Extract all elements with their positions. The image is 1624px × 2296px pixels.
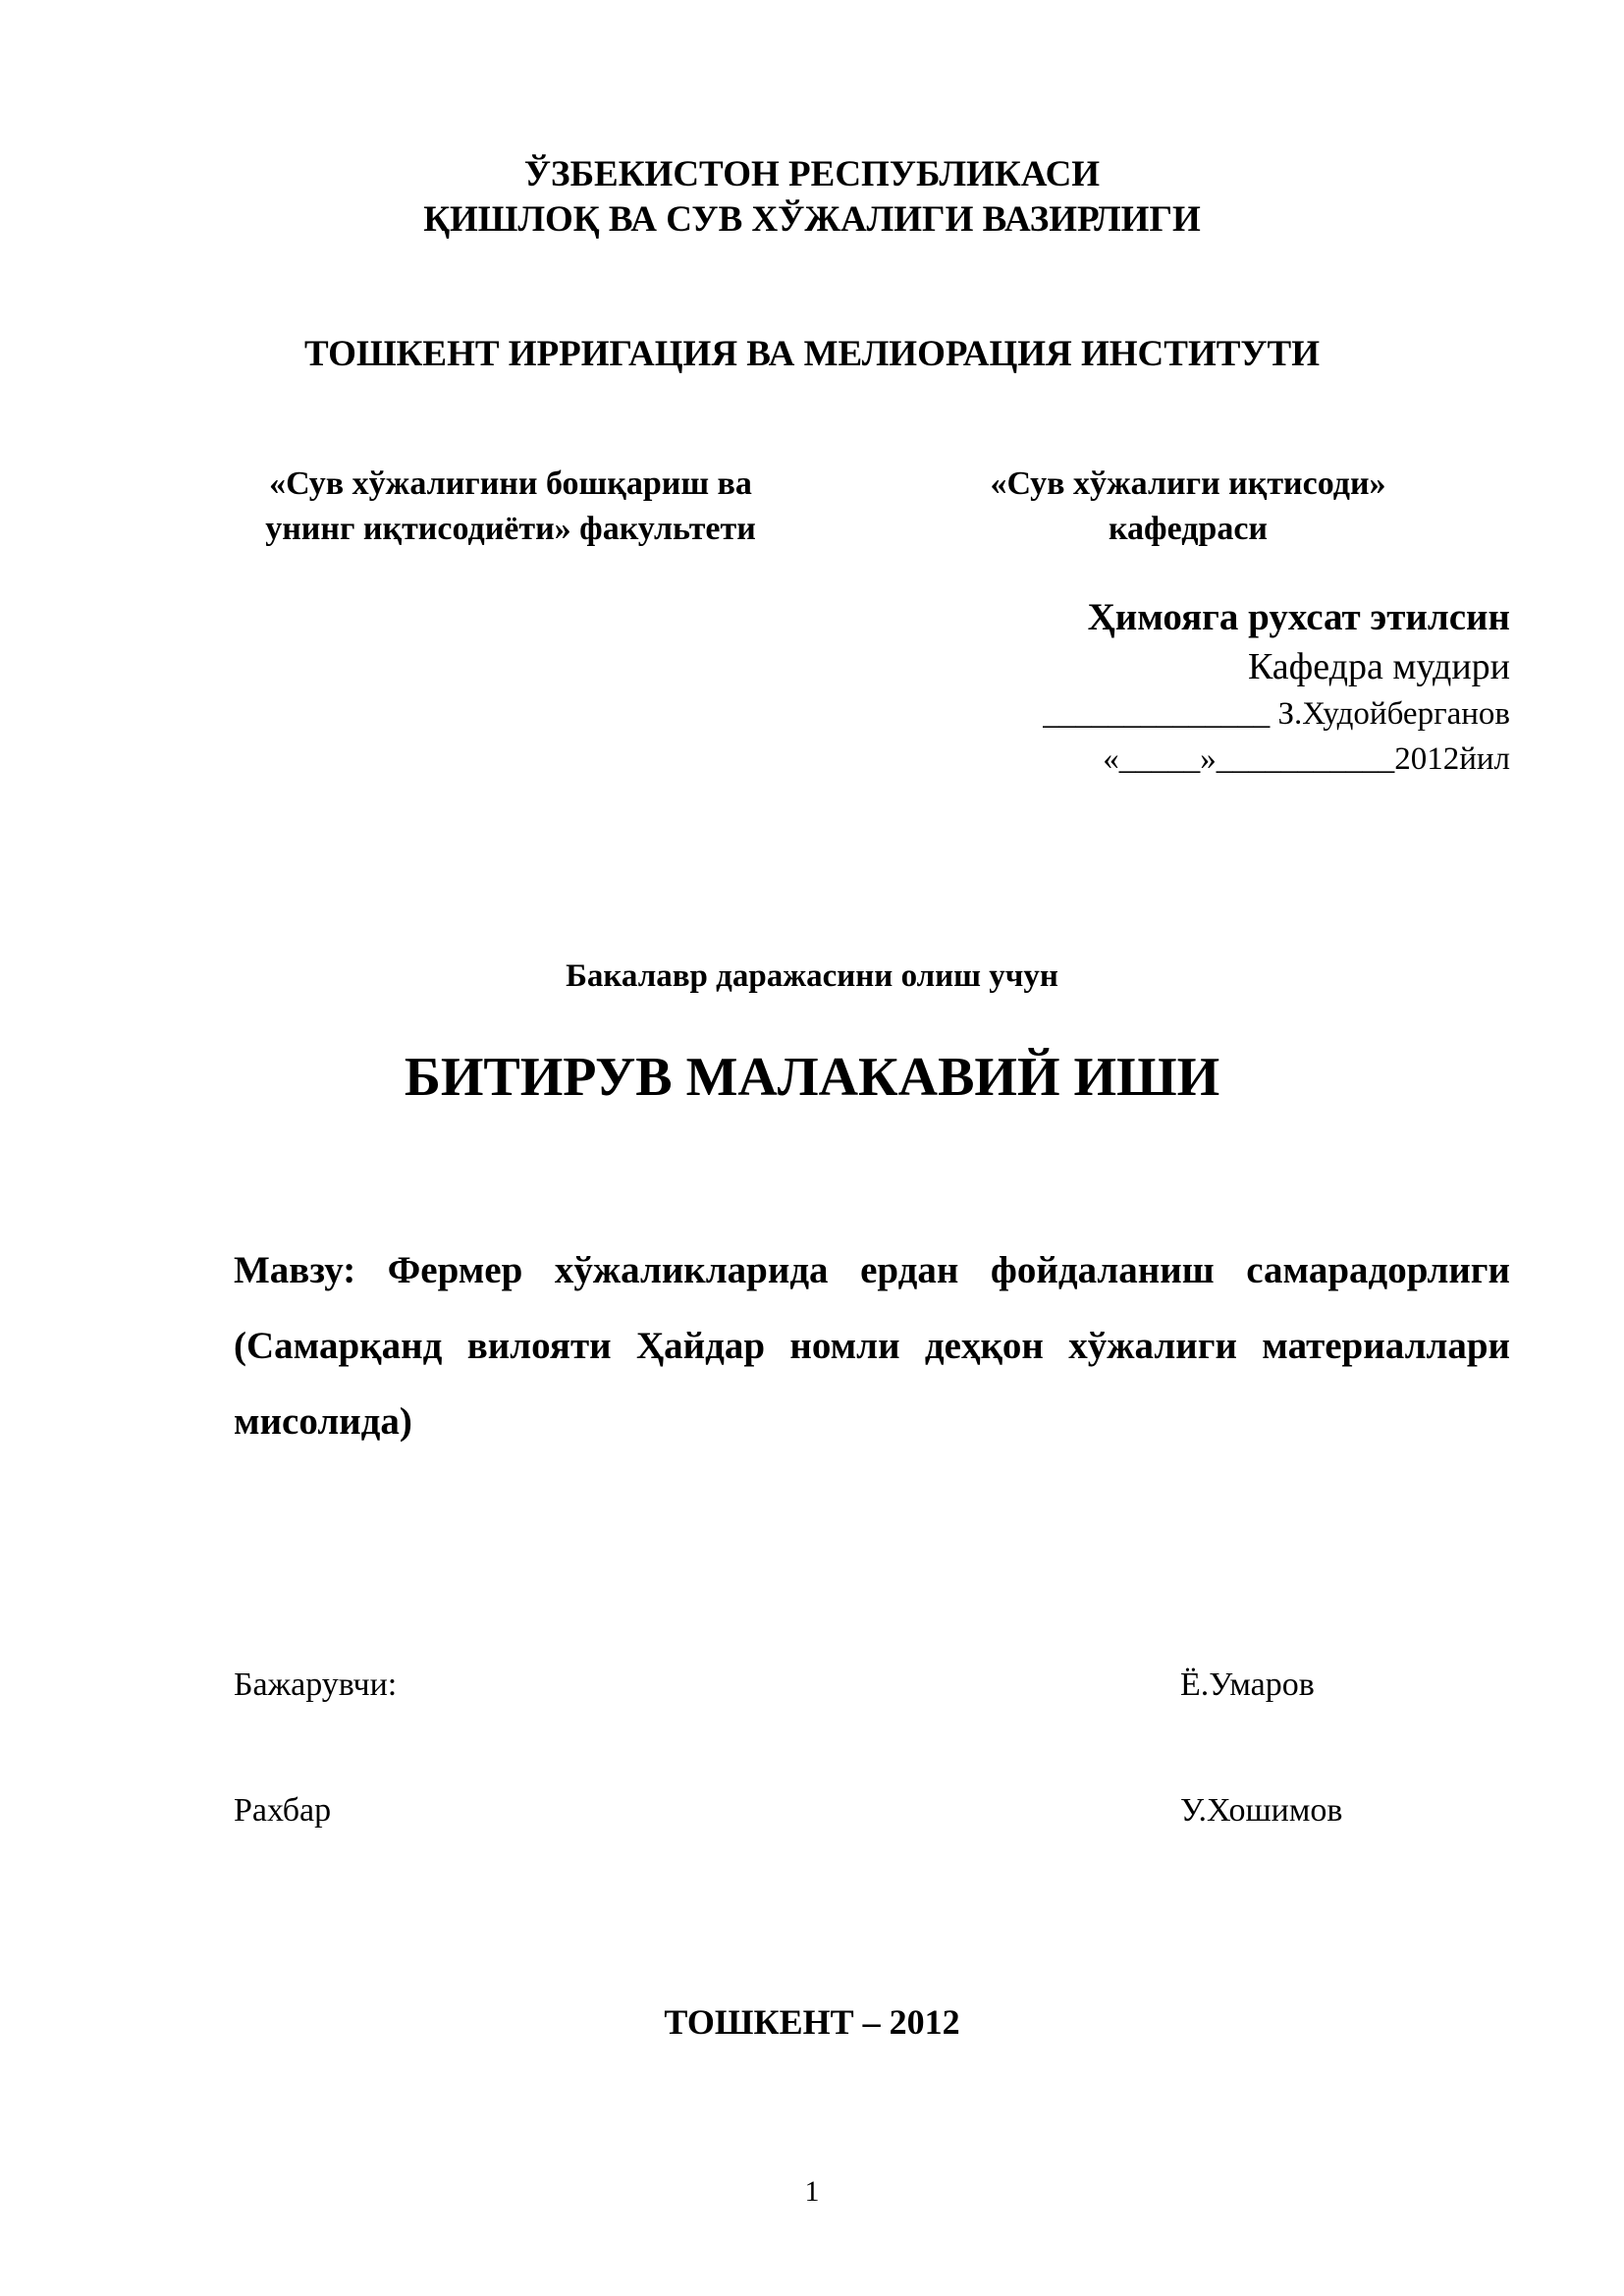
approval-role: Кафедра мудири	[1247, 646, 1510, 687]
topic-label: Мавзу:	[234, 1249, 356, 1291]
page-number: 1	[804, 2175, 820, 2208]
performer-name: Ё.Умаров	[1180, 1667, 1315, 1703]
approval-title: Ҳимояга рухсат этилсин	[1087, 596, 1510, 638]
approval-signature-line: ______________ З.Худойберганов	[1043, 696, 1510, 732]
faculty-line-1: «Сув хўжалигини бошқариш ва	[269, 465, 752, 502]
department-block	[913, 462, 1463, 552]
faculty-line-2: унинг иқтисодиёти» факультети	[265, 511, 756, 547]
department-line-2: кафедраси	[1108, 511, 1269, 547]
supervisor-label: Рахбар	[234, 1792, 332, 1829]
supervisor-name: У.Хошимов	[1180, 1792, 1343, 1829]
faculty-block	[226, 462, 795, 552]
country-name: ЎЗБЕКИСТОН РЕСПУБЛИКАСИ	[523, 154, 1101, 194]
topic-block	[234, 1232, 1510, 1459]
approval-block	[1043, 593, 1510, 782]
performer-label: Бажарувчи:	[234, 1667, 398, 1703]
ministry-header	[0, 152, 1624, 243]
approval-date-line: «_____»___________2012йил	[1103, 741, 1510, 777]
topic-text: Фермер хўжаликларида ердан фойдаланиш самарадорлиги (Самарқанд вилояти Ҳайдар номли деҳқон хўжалиги материаллари мисолида)	[234, 1249, 1510, 1443]
department-line-1: «Сув хўжалиги иқтисоди»	[990, 465, 1386, 502]
degree-note: Бакалавр даражасини олиш учун	[566, 958, 1058, 994]
institute-name: ТОШКЕНТ ИРРИГАЦИЯ ВА МЕЛИОРАЦИЯ ИНСТИТУТИ	[303, 334, 1321, 374]
work-title: БИТИРУВ МАЛАКАВИЙ ИШИ	[404, 1047, 1220, 1108]
ministry-name: ҚИШЛОҚ ВА СУВ ХЎЖАЛИГИ ВАЗИРЛИГИ	[423, 199, 1201, 240]
city-year: ТОШКЕНТ – 2012	[664, 2002, 960, 2042]
